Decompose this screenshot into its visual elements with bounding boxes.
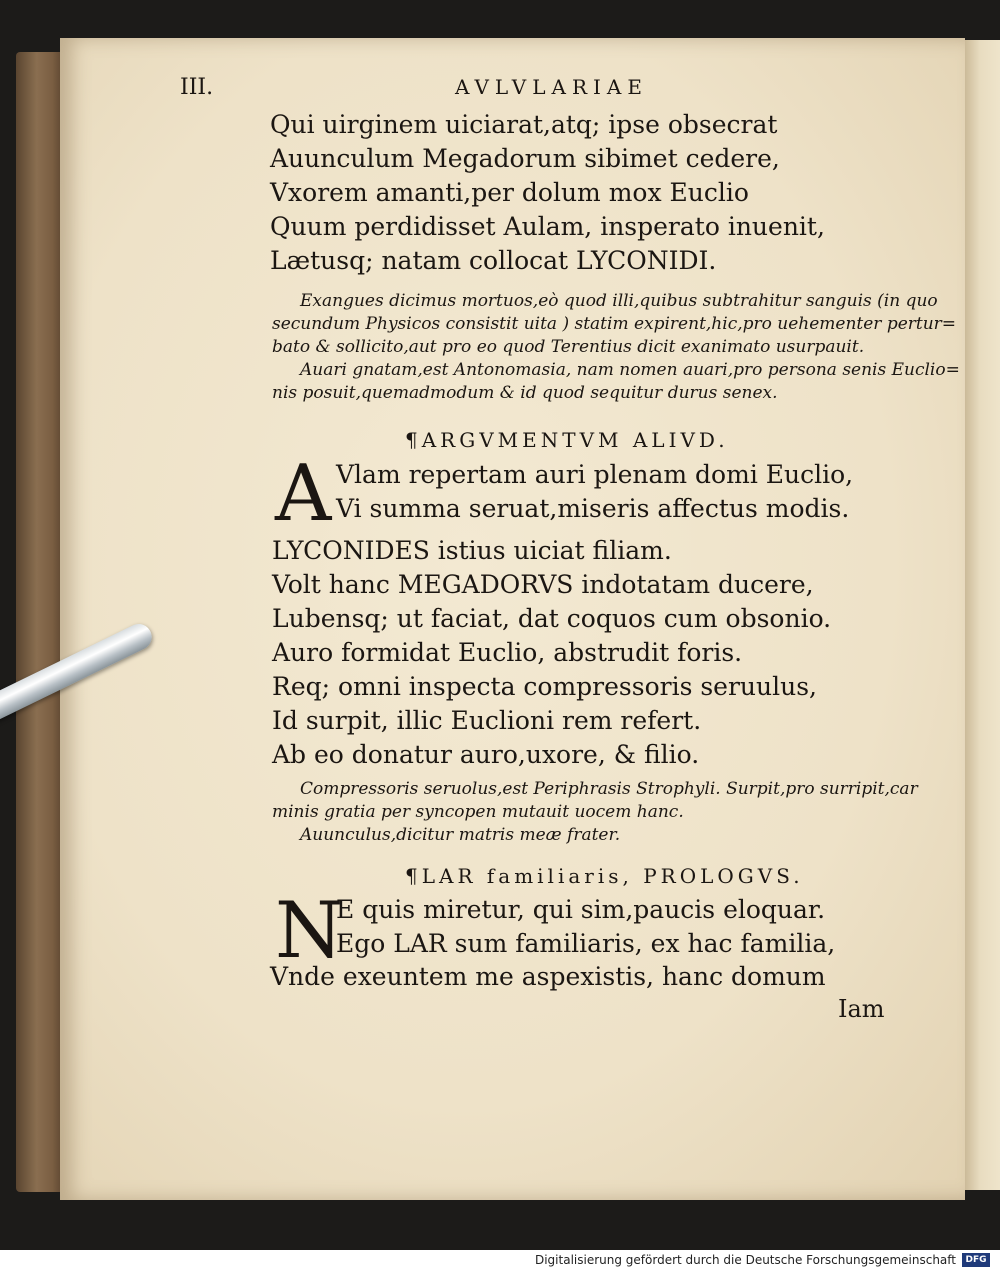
verse-line: Vxorem amanti,per dolum mox Euclio — [270, 178, 749, 207]
verse-line: Ab eo donatur auro,uxore, & filio. — [272, 740, 700, 769]
verse-line: Auro formidat Euclio, abstrudit foris. — [272, 638, 743, 667]
verse-line: Auunculum Megadorum sibimet cedere, — [270, 144, 780, 173]
drop-capital: N — [275, 886, 344, 976]
running-head: AVLVLARIAE — [455, 75, 648, 99]
note-line: Exangues dicimus mortuos,eò quod illi,quibus subtrahitur sanguis (in quo — [300, 291, 938, 311]
note-line: bato & sollicito,aut pro eo quod Terentius dicit exanimato usurpauit. — [272, 337, 865, 357]
verse-line: Lætusq; natam collocat LYCONIDI. — [270, 246, 717, 275]
catchword: Iam — [838, 995, 885, 1023]
verse-block — [336, 893, 835, 961]
section-heading: ¶LAR familiaris, PROLOGVS. — [405, 864, 804, 888]
verse-block — [272, 534, 831, 772]
verse-line: Ego LAR sum familiaris, ex hac familia, — [336, 929, 836, 958]
drop-capital: A — [275, 449, 332, 539]
verse-line: Volt hanc MEGADORVS indotatam ducere, — [272, 570, 814, 599]
verse-line: Quum perdidisset Aulam, insperato inuenit, — [270, 212, 825, 241]
folio-number: III. — [180, 75, 214, 100]
commentary-block — [272, 290, 960, 405]
note-line: minis gratia per syncopen mutauit uocem hanc. — [272, 802, 684, 822]
note-line: Auunculus,dicitur matris meæ frater. — [300, 825, 621, 845]
note-line: Auari gnatam,est Antonomasia, nam nomen auari,pro persona senis Euclio= — [300, 360, 960, 380]
note-line: nis posuit,quemadmodum & id quod sequitur durus senex. — [272, 383, 778, 403]
note-line: secundum Physicos consistit uita ) statim expirent,hic,pro uehementer pertur= — [272, 314, 957, 334]
note-line: Compressoris seruolus,est Periphrasis Strophyli. Surpit,pro surripit,car — [300, 779, 918, 799]
verse-line: LYCONIDES istius uiciat filiam. — [272, 536, 672, 565]
verse-line: Qui uirginem uiciarat,atq; ipse obsecrat — [270, 110, 778, 139]
verse-line: Id surpit, illic Euclioni rem refert. — [272, 706, 702, 735]
footer-credit: Digitalisierung gefördert durch die Deutsche Forschungsgemeinschaft — [534, 1253, 956, 1267]
verse-line: Req; omni inspecta compressoris seruulus, — [272, 672, 818, 701]
verse-line: E quis miretur, qui sim,paucis eloquar. — [336, 895, 826, 924]
verse-block — [270, 960, 826, 994]
verse-block — [336, 458, 853, 526]
verse-line: Lubensq; ut faciat, dat coquos cum obsonio. — [272, 604, 832, 633]
commentary-block — [272, 778, 918, 847]
verse-line: Vnde exeuntem me aspexistis, hanc domum — [270, 962, 826, 991]
verse-block — [270, 108, 825, 278]
section-heading: ¶ARGVMENTVM ALIVD. — [405, 428, 729, 452]
footer-bar — [0, 1250, 1000, 1271]
verse-line: Vlam repertam auri plenam domi Euclio, — [336, 460, 854, 489]
verse-line: Vi summa seruat,miseris affectus modis. — [336, 494, 850, 523]
dfg-logo: DFG — [962, 1253, 990, 1267]
facing-page-edge — [962, 40, 1000, 1190]
